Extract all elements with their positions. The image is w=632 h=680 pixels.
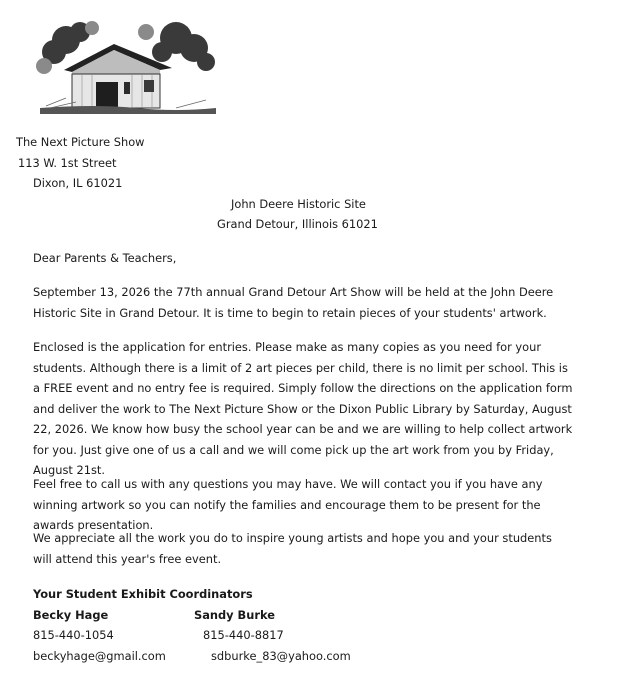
salutation: Dear Parents & Teachers, — [33, 251, 177, 265]
coordinator-phone: 815-440-1054 — [33, 628, 114, 642]
paragraph-appreciation: We appreciate all the work you do to inspire young artists and hope you and your students will attend this year's free event. — [33, 531, 552, 566]
coordinator-name: Becky Hage — [33, 608, 109, 622]
sender-street: 113 W. 1st Street — [18, 156, 117, 170]
coordinator-name: Sandy Burke — [194, 608, 275, 622]
coordinator-email: beckyhage@gmail.com — [33, 649, 166, 663]
paragraph-date-announcement: September 13, 2026 the 77th annual Grand Detour Art Show will be held at the John Deere Historic Site in Grand Detour. It is time to begin to retain pieces of your students' artwork. — [33, 285, 554, 320]
venue-name: John Deere Historic Site — [231, 197, 366, 211]
paragraph-questions: Feel free to call us with any questions you may have. We will contact you if you have any winning artwork so you can notify the families and encourage them to be present for the awards presentation. — [33, 477, 543, 532]
coordinator-email: sdburke_83@yahoo.com — [211, 649, 351, 663]
sender-city: Dixon, IL 61021 — [33, 176, 123, 190]
sender-name: The Next Picture Show — [16, 135, 145, 149]
building-sketch-logo — [36, 18, 218, 114]
coordinator-phone: 815-440-8817 — [203, 628, 284, 642]
coordinators-heading: Your Student Exhibit Coordinators — [33, 587, 253, 601]
venue-city: Grand Detour, Illinois 61021 — [217, 217, 378, 231]
paragraph-entries: Enclosed is the application for entries. Please make as many copies as you need for your students. Although there is a limit of 2 art pieces per child, there is no limit per school. This is a FREE event and no entry fee is required. Simply follow the directions on the application form and deliver the work to The Next Picture Show or the Dixon Public Library by Saturday, August 22, 2026. We know how busy the school year can be and we are willing to help collect artwork for you. Just give one of us a call and we will come pick up the art work from you by Friday, August 21st. — [33, 340, 573, 477]
